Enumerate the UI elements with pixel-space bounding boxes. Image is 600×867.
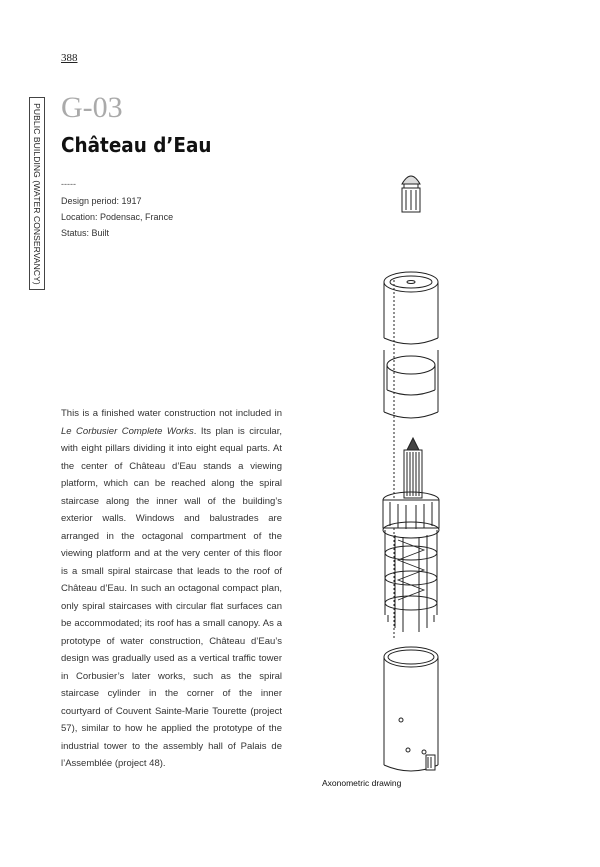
divider: ----- [61,179,76,189]
upper-cylinder [384,272,438,344]
base-cylinder [384,647,438,771]
page-number: 388 [61,52,78,64]
viewing-platform-structure [383,438,439,632]
description-part: . Its plan is circular, with eight pillars dividing it into eight equal parts. At the center of Château d’Eau stands a viewing platform, which can be reached along the spiral staircase along the inner wall of the building’s exterior walls. Windows and balustrades are arranged in the octagonal compartment of the viewing platform and at the very center of this floor is a small spiral staircase that leads to the roof of Château d’Eau. In such an octagonal compact plan, only spiral staircases with circular flat surfaces can be accommodated; its roof has a small canopy. As a prototype of water construction, Château d’Eau’s design was gradually used as a vertical traffic tower in Corbusier’s later works, such as the spiral staircase cylinder in the corner of the inner courtyard of Couvent Sainte-Marie Tourette (project 57), similar to how he applied the prototype of the industrial tower to the assembly hall of Palais de l’Assemblée (project 48). [61,425,282,769]
meta-location: Location: Podensac, France [61,212,174,222]
project-title: Château d’Eau [61,133,212,157]
cap-detail [402,176,420,212]
category-side-tab [29,97,45,290]
project-code: G-03 [61,91,123,124]
meta-design-period: Design period: 1917 [61,196,142,206]
book-title: Le Corbusier Complete Works [61,425,194,437]
meta-status: Status: Built [61,228,110,238]
axonometric-drawing [300,160,500,790]
project-meta [61,193,173,241]
description-text [61,405,282,773]
ring-section [384,350,438,418]
category-label: PUBLIC BUILDING (WATER CONSERVANCY) [32,102,42,285]
figure-caption: Axonometric drawing [322,778,402,788]
description-part: This is a finished water construction not included in [61,408,282,419]
